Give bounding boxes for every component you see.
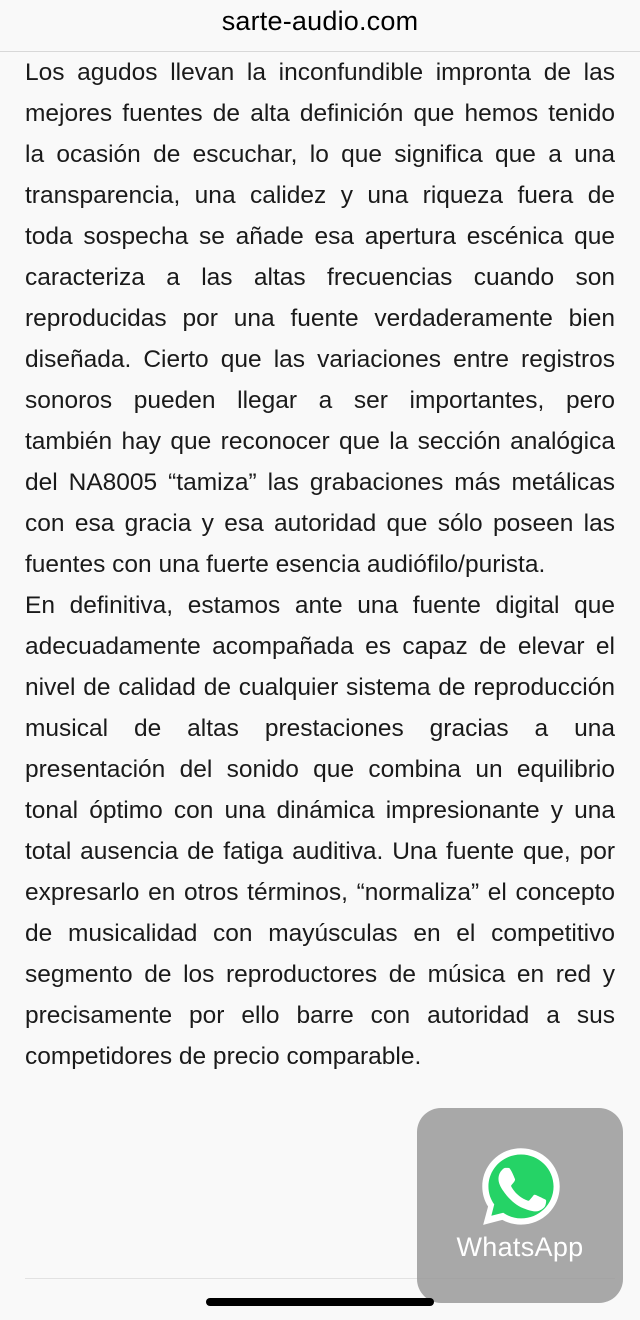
whatsapp-icon	[477, 1143, 565, 1231]
article-body	[25, 52, 615, 1077]
url-text[interactable]: sarte-audio.com	[221, 6, 419, 36]
whatsapp-label: WhatsApp	[456, 1232, 584, 1262]
whatsapp-button[interactable]	[417, 1108, 623, 1303]
address-bar[interactable]	[0, 0, 640, 52]
home-indicator[interactable]	[206, 1298, 434, 1306]
article-paragraph: En definitiva, estamos ante una fuente digital que adecuadamente acompañada es capaz de elevar el nivel de calidad de cualquier sistema de reproducción musical de altas prestaciones gracias a una presentación del sonido que combina un equilibrio tonal óptimo con una dinámica impresionante y una total ausencia de fatiga auditiva. Una fuente que, por expresarlo en otros términos, “normaliza” el concepto de musicalidad con mayúsculas en el competitivo segmento de los reproductores de música en red y precisamente por ello barre con autoridad a sus competidores de precio comparable.	[25, 592, 615, 1070]
article-paragraph: Los agudos llevan la inconfundible impronta de las mejores fuentes de alta definición que hemos tenido la ocasión de escuchar, lo que significa que a una transparencia, una calidez y una riqueza fuera de toda sospecha se añade esa apertura escénica que caracteriza a las altas frecuencias cuando son reproducidas por una fuente verdaderamente bien diseñada. Cierto que las variaciones entre registros sonoros pueden llegar a ser importantes, pero también hay que reconocer que la sección analógica del NA8005 “tamiza” las grabaciones más metálicas con esa gracia y esa autoridad que sólo poseen las fuentes con una fuerte esencia audiófilo/purista.	[25, 59, 615, 578]
